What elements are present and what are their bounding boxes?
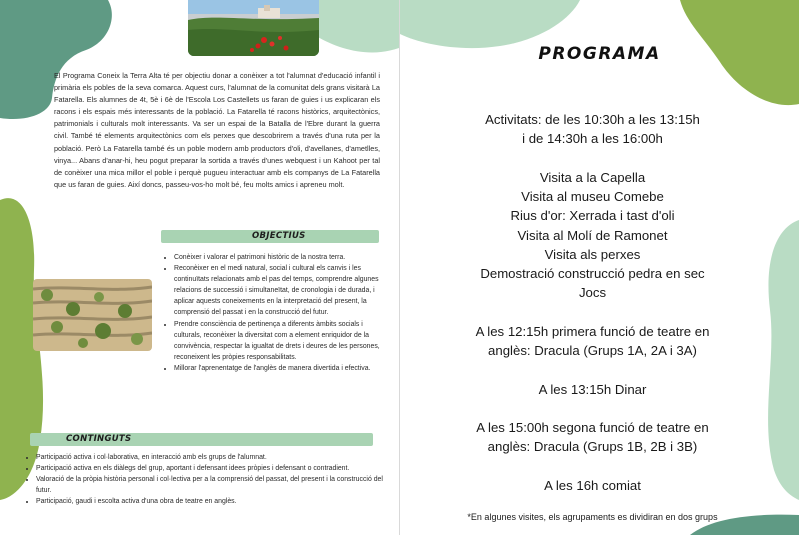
terraces-photo bbox=[33, 279, 152, 351]
contingut-item: • Participació activa i col·laborativa, en interacció amb els grups de l'alumnat. bbox=[36, 452, 392, 463]
schedule-line: Rius d'or: Xerrada i tast d'oli bbox=[510, 208, 675, 223]
objectiu-item: • Prendre consciència de pertinença a diferents àmbits socials i culturals, reconèixer la diversitat com a element enriquidor de la convivència, respectar la igualtat de drets i deures de les persones, reconeixent les pròpies responsabilitats. bbox=[174, 319, 392, 363]
schedule-line: anglès: Dracula (Grups 1B, 2B i 3B) bbox=[487, 439, 698, 454]
schedule-line: A les 12:15h primera funció de teatre en bbox=[475, 324, 710, 339]
right-page bbox=[400, 0, 799, 535]
schedule-line: Visita a la Capella bbox=[539, 170, 646, 185]
schedule-line: Visita al Molí de Ramonet bbox=[517, 228, 668, 243]
continguts-heading: CONTINGUTS bbox=[66, 434, 132, 444]
objectiu-item: • Millorar l'aprenentatge de l'anglès de manera divertida i efectiva. bbox=[174, 363, 392, 374]
schedule-line: A les 15:00h segona funció de teatre en bbox=[476, 420, 709, 435]
continguts-list bbox=[24, 452, 392, 507]
schedule-line: anglès: Dracula (Grups 1A, 2A i 3A) bbox=[488, 343, 697, 358]
schedule-line: Jocs bbox=[578, 285, 607, 300]
schedule-line: A les 16h comiat bbox=[544, 478, 641, 493]
intro-paragraph: El Programa Coneix la Terra Alta té per objectiu donar a conèixer a tot l'alumnat d'educació infantil i primària els pobles de la seva comarca. Aquest curs, l'alumnat de la comunitat dels grans visitarà La Fatarella. Els alumnes de 4t, 5è i 6è de l'Escola Los Castellets us faran de guies i us explicaran els racons i els espais més interessants de la població. La Fatarella té racons històrics, arquitectònics, patrimonials i culturals molt interessants. Va ser un espai de la Batalla de l'Ebre durant la guerra civil. També té elements arquitectònics com els perxes que descobrirem a través d'una ruta per la població. Però La Fatarella també és un poble modern amb productors d'oli, d'avellanes, d'ametlles, vinya... Abans d'anar-hi, heu pogut preparar la sortida a través d'unes webquest i un Kahoot per tal de conèixer una mica millor el poble i perquè pugueu interactuar amb els companys de La Fatarella que us faran de guies. Així doncs, passeu-vos-ho molt bé, feu molts amics i apreneu molt. bbox=[54, 71, 380, 189]
objectius-heading: OBJECTIUS bbox=[252, 231, 306, 241]
left-page bbox=[0, 0, 399, 535]
decor-blob-right-mint bbox=[740, 220, 799, 500]
contingut-item: • Participació activa en els diàlegs del grup, aportant i defensant idees pròpies i defensant o contradient. bbox=[36, 463, 392, 474]
schedule-line: i de 14:30h a les 16:00h bbox=[522, 131, 663, 146]
schedule-line: Activitats: de les 10:30h a les 13:15h bbox=[485, 112, 700, 127]
schedule-line: Visita al museu Comebe bbox=[521, 189, 664, 204]
grouping-note: *En algunes visites, els agrupaments es dividiran en dos grups bbox=[467, 512, 718, 522]
schedule-line: A les 13:15h Dinar bbox=[538, 382, 647, 397]
contingut-item: • Participació, gaudi i escolta activa d'una obra de teatre en anglès. bbox=[36, 496, 392, 507]
village-photo bbox=[188, 0, 319, 56]
objectius-list bbox=[162, 252, 392, 374]
schedule-line: Demostració construcció pedra en sec bbox=[480, 266, 705, 281]
programa-title: PROGRAMA bbox=[538, 44, 661, 64]
contingut-item: • Valoració de la pròpia història personal i col·lectiva per a la comprensió del passat, del present i la construcció del futur. bbox=[36, 474, 392, 496]
objectiu-item: • Reconèixer en el medi natural, social i cultural els canvis i les continuïtats relacionats amb el pas del temps, comprendre algunes relacions de successió i simultaneïtat, de cronologia i de durada, i aplicar aquests coneixements en la interpretació del present, la comprensió del passat i en la construcció del futur. bbox=[174, 263, 392, 318]
objectiu-item: • Conèixer i valorar el patrimoni històric de la nostra terra. bbox=[174, 252, 392, 263]
schedule-line: Visita als perxes bbox=[544, 247, 641, 262]
